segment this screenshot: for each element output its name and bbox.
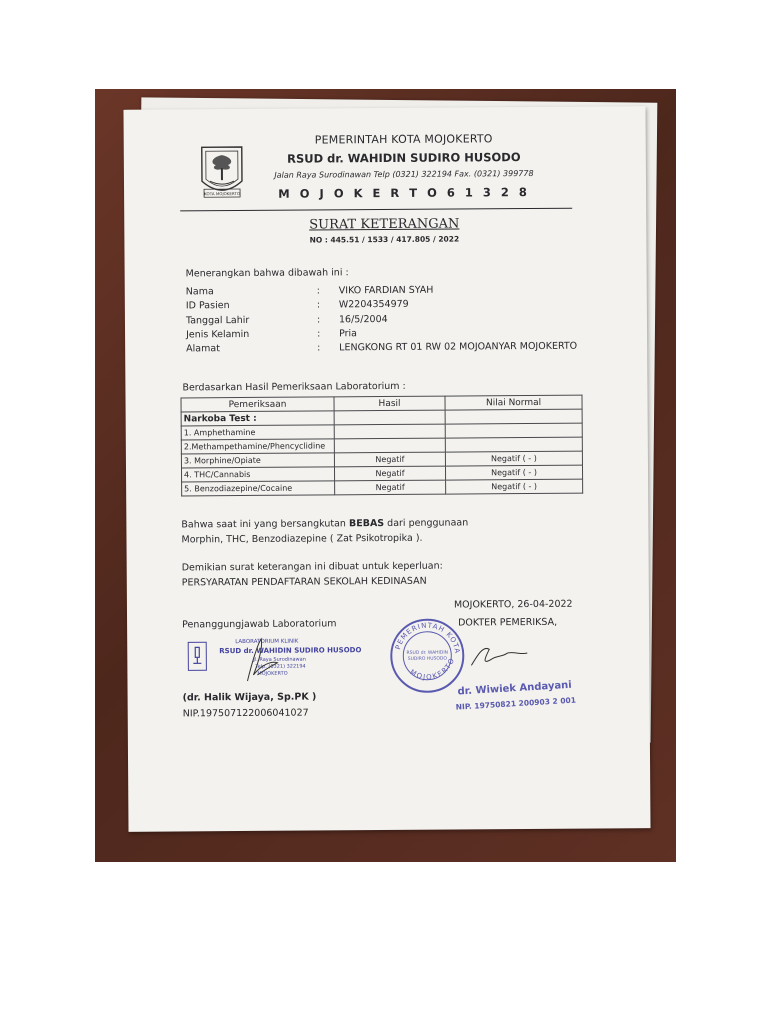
test-normal: Negatif ( - ) <box>445 451 582 466</box>
svg-text:KOTA MOJOKERTO: KOTA MOJOKERTO <box>204 191 241 197</box>
stamp-line: Telp. (0321) 322194 <box>255 663 306 670</box>
test-result <box>334 424 445 439</box>
patient-value-name: VIKO FARDIAN SYAH <box>338 284 434 297</box>
document-title: SURAT KETERANGAN <box>309 216 460 233</box>
test-result <box>334 438 445 453</box>
column-header-result: Hasil <box>334 396 445 411</box>
lab-results-table <box>180 395 583 497</box>
test-result: Negatif <box>334 452 445 467</box>
header-city: M O J O K E R T O 6 1 3 2 8 <box>278 184 530 201</box>
test-normal <box>445 423 582 438</box>
column-header-test: Pemeriksaan <box>181 397 334 412</box>
patient-value-id: W2204354979 <box>338 298 409 311</box>
test-name: 5. Benzodiazepine/Cocaine <box>182 481 335 496</box>
test-normal: Negatif ( - ) <box>445 465 582 480</box>
left-signer-role: Penanggungjawab Laboratorium <box>182 618 337 631</box>
table-cell <box>334 410 445 425</box>
test-result: Negatif <box>334 466 445 481</box>
separator: : <box>316 299 321 311</box>
section-label: Narkoba Test : <box>181 411 334 426</box>
statement-text: dari penggunaan <box>384 517 469 530</box>
statement-bold: BEBAS <box>348 518 385 530</box>
column-header-normal: Nilai Normal <box>445 395 582 410</box>
right-signer-role: DOKTER PEMERIKSA, <box>458 616 558 629</box>
stamp-inner-text: SUDIRO HUSODO <box>407 656 447 662</box>
separator: : <box>317 328 321 340</box>
document-number: NO : 445.51 / 1533 / 417.805 / 2022 <box>309 234 460 245</box>
left-signer-name: (dr. Halik Wijaya, Sp.PK ) <box>182 691 317 704</box>
purpose-line-1: Demikian surat keterangan ini dibuat untuk keperluan: <box>181 560 443 574</box>
right-signature-icon <box>467 635 547 676</box>
statement-line-1 <box>181 517 468 530</box>
patient-label-name: Nama <box>185 286 214 298</box>
patient-value-birthdate: 16/5/2004 <box>338 313 388 326</box>
stamp-inner-text: RSUD dr. WAHIDIN <box>406 650 449 656</box>
test-result: Negatif <box>335 480 446 495</box>
stamp-line: LABORATORIUM KLINIK <box>235 638 299 646</box>
separator: : <box>316 314 321 326</box>
patient-label-address: Alamat <box>186 343 220 355</box>
place-date: MOJOKERTO, 26-04-2022 <box>453 598 573 611</box>
stamp-arc-text: MOJOKERTO <box>408 656 457 682</box>
patient-value-gender: Pria <box>339 328 358 340</box>
stamp-line: Jl. Raya Surodinawan <box>253 656 306 663</box>
test-normal <box>445 437 582 452</box>
purpose-line-2: PERSYARATAN PENDAFTARAN SEKOLAH KEDINASAN <box>181 575 427 589</box>
left-signer-nip: NIP.197507122006041027 <box>182 707 309 720</box>
right-signer-nip: NIP. 19750821 200903 2 001 <box>455 695 577 712</box>
test-name: 1. Amphethamine <box>181 425 334 440</box>
lab-intro: Berdasarkan Hasil Pemeriksaan Laboratorium : <box>182 380 406 394</box>
table-row <box>182 479 583 496</box>
right-signer-name: dr. Wiwiek Andayani <box>457 679 573 698</box>
header-hospital: RSUD dr. WAHIDIN SUDIRO HUSODO <box>287 150 521 166</box>
official-round-stamp-icon <box>389 617 466 694</box>
patient-value-address: LENGKONG RT 01 RW 02 MOJOANYAR MOJOKERTO <box>339 340 578 354</box>
test-name: 3. Morphine/Opiate <box>181 453 334 468</box>
patient-label-gender: Jenis Kelamin <box>186 328 250 341</box>
document-sheet <box>123 106 650 832</box>
test-name: 2.Methampethamine/Phencyclidine <box>181 439 334 454</box>
left-signature-icon <box>227 635 287 683</box>
stamp-line: MOJOKERTO <box>257 670 288 677</box>
header-government: PEMERINTAH KOTA MOJOKERTO <box>314 132 493 147</box>
patient-label-birthdate: Tanggal Lahir <box>185 314 250 327</box>
statement-line-2: Morphin, THC, Benzodiazepine ( Zat Psikotropika ). <box>181 532 423 546</box>
microscope-icon <box>187 641 207 671</box>
test-name: 4. THC/Cannabis <box>181 467 334 482</box>
statement-text: Bahwa saat ini yang bersangkutan <box>181 518 349 531</box>
stamp-line: RSUD dr. WAHIDIN SUDIRO HUSODO <box>219 646 362 656</box>
intro-text: Menerangkan bahwa dibawah ini : <box>185 267 349 280</box>
separator: : <box>316 285 320 297</box>
separator: : <box>317 342 321 354</box>
header-divider <box>180 208 572 212</box>
header-address: Jalan Raya Surodinawan Telp (0321) 322194 Fax. (0321) 399778 <box>274 168 534 180</box>
table-cell <box>445 409 582 424</box>
patient-label-id: ID Pasien <box>185 300 230 312</box>
test-normal: Negatif ( - ) <box>446 479 583 494</box>
stamp-arc-text: PEMERINTAH KOTA <box>394 621 462 655</box>
